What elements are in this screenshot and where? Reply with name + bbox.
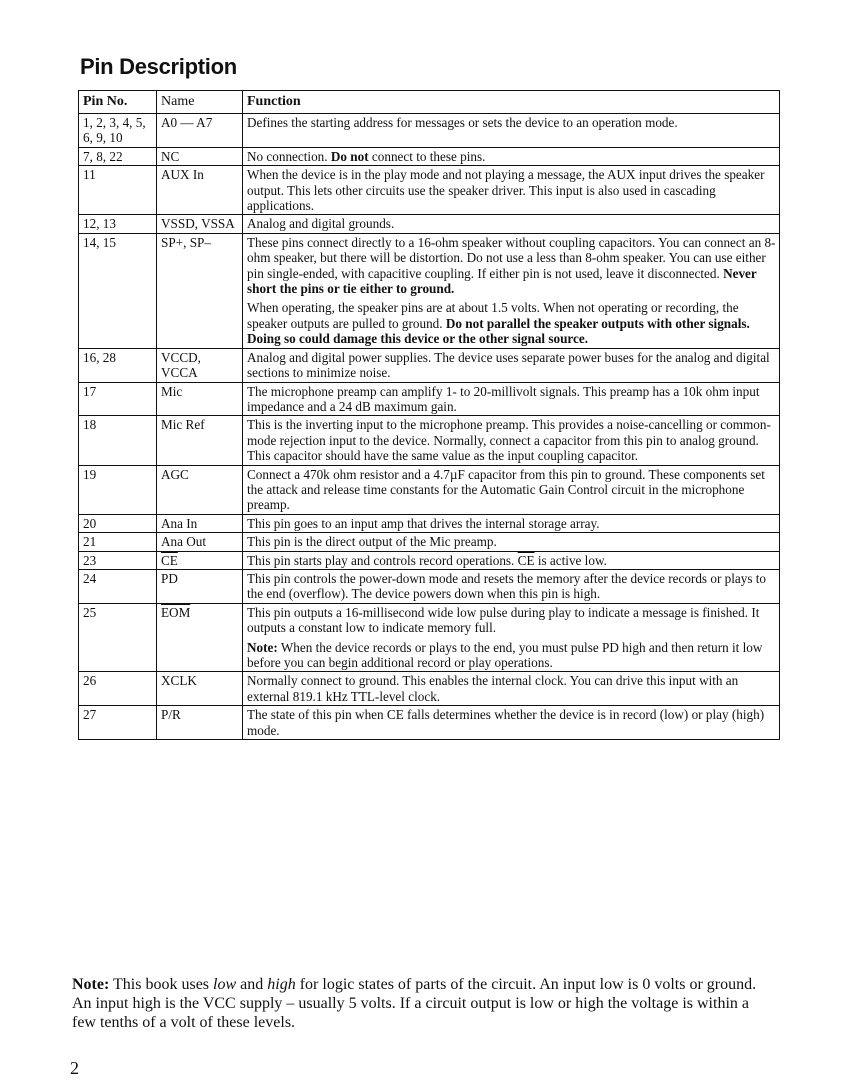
text-segment: The microphone preamp can amplify 1- to 20-millivolt signals. This preamp has a 10k ohm input impedance and a 24 dB maximum gain. xyxy=(247,383,760,414)
text-segment: This pin outputs a 16-millisecond wide low pulse during play to indicate a message is finished. It outputs a constant low to indicate memory full. xyxy=(247,604,760,636)
text-segment: connect to these pins. xyxy=(368,148,486,164)
table-row xyxy=(79,147,780,165)
text-segment: is active low. xyxy=(534,552,607,568)
text-segment: Analog and digital power supplies. The device uses separate power buses for the analog and digital sections to minimize noise. xyxy=(247,349,770,381)
text-segment: This pin starts play and controls record operations. xyxy=(247,552,518,568)
table-row xyxy=(79,114,780,148)
text-segment: These pins connect directly to a 16-ohm speaker without coupling capacitors. You can connect an 8-ohm speaker, but there will be distortion. Do not use a less than 8-ohm speaker. You can use either pin single-ended, with capacitive coupling. If either pin is not used, leave it disconnected. xyxy=(247,234,776,281)
function-paragraph xyxy=(247,534,776,549)
table-row xyxy=(79,465,780,514)
pin-number-cell: 20 xyxy=(79,514,157,532)
pin-number-cell: 25 xyxy=(79,603,157,672)
function-paragraph xyxy=(247,673,776,704)
pin-number-cell: 17 xyxy=(79,382,157,416)
footnote-text xyxy=(72,976,756,1031)
text-segment: Analog and digital grounds. xyxy=(247,216,395,232)
text-segment: When the device records or plays to the end, you must pulse PD high and then return it low before you can begin additional record or play operations. xyxy=(247,639,763,670)
pin-number-cell: 26 xyxy=(79,672,157,706)
table-row xyxy=(79,533,780,551)
function-paragraph xyxy=(247,605,776,636)
function-paragraph xyxy=(247,216,776,231)
pin-name-cell: $\overline{CE}$ xyxy=(157,551,243,569)
function-paragraph xyxy=(247,167,776,213)
text-segment: Normally connect to ground. This enables the internal clock. You can drive this input with an external 819.1 kHz TTL-level clock. xyxy=(247,673,739,704)
pin-name-cell: NC xyxy=(157,147,243,165)
pin-function-cell xyxy=(243,166,780,215)
table-row xyxy=(79,215,780,233)
pin-number-cell: 14, 15 xyxy=(79,233,157,348)
pin-function-cell xyxy=(243,114,780,148)
function-paragraph xyxy=(247,350,776,381)
table-row xyxy=(79,416,780,465)
text-segment: Connect a 470k ohm resistor and a 4.7µF capacitor from this pin to ground. These components set the attack and release time constants for the Automatic Gain Control circuit in the microphone preamp. xyxy=(247,466,765,513)
page-number: 2 xyxy=(70,1058,79,1078)
table-header-row xyxy=(79,91,780,114)
function-paragraph xyxy=(247,115,776,130)
pin-number-cell: 1, 2, 3, 4, 5, 6, 9, 10 xyxy=(79,114,157,148)
table-body xyxy=(79,114,780,740)
pin-function-cell xyxy=(243,603,780,672)
pin-name-cell: PD xyxy=(157,569,243,603)
page-title: Pin Description xyxy=(80,54,237,79)
pin-function-cell xyxy=(243,551,780,569)
text-segment: This pin controls the power-down mode and resets the memory after the device records or plays to the end (overflow). The device powers down when this pin is high. xyxy=(247,570,767,602)
text-segment: When operating, the speaker pins are at about 1.5 volts. When not operating or recording, the speaker outputs are pulled to ground. xyxy=(247,300,739,331)
pin-function-cell xyxy=(243,215,780,233)
pin-function-cell xyxy=(243,348,780,382)
table-row xyxy=(79,551,780,569)
footnote-label: Note: xyxy=(72,976,110,993)
table-row xyxy=(79,672,780,706)
text-segment: No connection. xyxy=(247,148,331,164)
table-row xyxy=(79,706,780,740)
text-segment: This is the inverting input to the microphone preamp. This provides a noise-cancelling or common-mode rejection input to the device. Normally, connect a capacitor from this pin to analog ground. This capacitor should have the same value as the input coupling capacitor. xyxy=(247,417,771,464)
pin-function-cell xyxy=(243,672,780,706)
table-row xyxy=(79,233,780,348)
table-row xyxy=(79,603,780,672)
pin-number-cell: 12, 13 xyxy=(79,215,157,233)
pin-function-cell xyxy=(243,514,780,532)
text-segment: This pin goes to an input amp that drives the internal storage array. xyxy=(247,515,600,531)
header-function: Function xyxy=(243,91,780,114)
pin-number-cell: 18 xyxy=(79,416,157,465)
function-paragraph xyxy=(247,640,776,671)
pin-function-cell xyxy=(243,382,780,416)
pin-name-cell: AGC xyxy=(157,465,243,514)
header-pin-no: Pin No. xyxy=(79,91,157,114)
pin-function-cell xyxy=(243,233,780,348)
text-segment: Do not xyxy=(330,148,369,164)
pin-function-cell xyxy=(243,569,780,603)
text-segment: and xyxy=(236,976,268,993)
pin-function-cell xyxy=(243,416,780,465)
function-paragraph xyxy=(247,571,776,602)
text-segment: This book uses xyxy=(109,976,214,993)
table-row xyxy=(79,166,780,215)
function-paragraph xyxy=(247,300,776,346)
function-paragraph xyxy=(247,417,776,463)
text-segment: for logic states of parts of the circuit. An input low is 0 volts or ground. An input high is the VCC supply – usually 5 volts. If a circuit output is low or high the voltage is within a few tenths of a volt of these levels. xyxy=(72,976,757,1031)
pin-name-cell: Ana In xyxy=(157,514,243,532)
pin-function-cell xyxy=(243,706,780,740)
text-segment: The state of this pin when CE falls determines whether the device is in record (low) or play (high) mode. xyxy=(247,707,765,738)
pin-function-cell xyxy=(243,147,780,165)
function-paragraph xyxy=(247,149,776,164)
pin-number-cell: 21 xyxy=(79,533,157,551)
pin-name-cell: VSSD, VSSA xyxy=(157,215,243,233)
pin-number-cell: 19 xyxy=(79,465,157,514)
pin-number-cell: 27 xyxy=(79,706,157,740)
table-row xyxy=(79,382,780,416)
text-segment: When the device is in the play mode and not playing a message, the AUX input drives the speaker output. This lets other circuits use the speaker driver. This input is also used in cascading applications. xyxy=(247,167,765,214)
pin-number-cell: 23 xyxy=(79,551,157,569)
function-paragraph xyxy=(247,516,776,531)
pin-name-cell: VCCD, VCCA xyxy=(157,348,243,382)
pin-number-cell: 16, 28 xyxy=(79,348,157,382)
footnote xyxy=(72,975,772,1032)
text-segment: low xyxy=(213,976,237,993)
pin-number-cell: 11 xyxy=(79,166,157,215)
pin-function-cell xyxy=(243,465,780,514)
pin-name-cell: P/R xyxy=(157,706,243,740)
pin-description-table xyxy=(78,90,780,740)
text-segment: This pin is the direct output of the Mic preamp. xyxy=(247,534,497,550)
function-paragraph xyxy=(247,467,776,513)
pin-function-cell xyxy=(243,533,780,551)
function-paragraph xyxy=(247,235,776,297)
text-segment: high xyxy=(267,976,296,993)
pin-name-cell: Mic xyxy=(157,382,243,416)
pin-number-cell: 7, 8, 22 xyxy=(79,147,157,165)
pin-name-cell: Ana Out xyxy=(157,533,243,551)
table-row xyxy=(79,514,780,532)
function-paragraph xyxy=(247,384,776,415)
pin-name-cell: $\overline{EOM}$ xyxy=(157,603,243,672)
function-paragraph xyxy=(247,553,776,568)
table-row xyxy=(79,348,780,382)
pin-name-cell: A0 — A7 xyxy=(157,114,243,148)
pin-name-cell: SP+, SP– xyxy=(157,233,243,348)
text-segment: Never short the pins or tie either to ground. xyxy=(247,265,757,297)
text-segment: Note: xyxy=(247,639,278,655)
text-segment: $\overline{CE}$ xyxy=(517,552,535,568)
pin-name-cell: Mic Ref xyxy=(157,416,243,465)
pin-name-cell: AUX In xyxy=(157,166,243,215)
header-name: Name xyxy=(157,91,243,114)
function-paragraph xyxy=(247,707,776,738)
text-segment: Defines the starting address for messages or sets the device to an operation mode. xyxy=(247,115,678,130)
table-row xyxy=(79,569,780,603)
pin-name-cell: XCLK xyxy=(157,672,243,706)
text-segment: Do not parallel the speaker outputs with other signals. Doing so could damage this device or the other signal source. xyxy=(247,315,750,347)
pin-number-cell: 24 xyxy=(79,569,157,603)
